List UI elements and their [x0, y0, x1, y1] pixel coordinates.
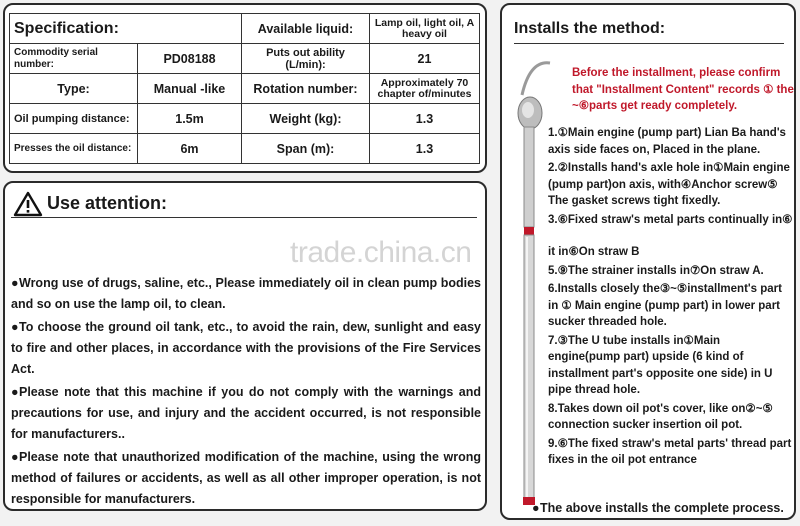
span-value: 1.3	[370, 134, 480, 164]
install-divider	[514, 43, 784, 44]
footer-bullet: ●	[532, 501, 540, 515]
type-label: Type:	[10, 74, 138, 104]
weight-value: 1.3	[370, 104, 480, 134]
specification-panel	[3, 3, 487, 173]
install-intro: Before the installment, please confirm that "Installment Content" records ① the ~⑥parts get ready completely.	[572, 67, 794, 112]
install-panel	[500, 3, 796, 520]
output-value: 21	[370, 44, 480, 74]
rotation-label: Rotation number:	[242, 74, 370, 104]
attention-item: ●Please note that this machine if you do not comply with the warnings and precautions for use, and injury and the accident occurred, is not responsible for manufacturers..	[11, 385, 481, 441]
install-step: 8.Takes down oil pot's cover, like on②~⑤ connection sucker insertion oil pot.	[548, 402, 773, 431]
install-step: 3.⑥Fixed straw's metal parts continually in⑥	[548, 213, 793, 226]
watermark: trade.china.cn	[290, 236, 472, 269]
attention-list	[11, 273, 481, 512]
install-step: it in⑥On straw B	[548, 246, 640, 258]
attention-header	[11, 191, 477, 218]
serial-number-value: PD08188	[138, 44, 242, 74]
warning-icon	[13, 191, 43, 222]
install-footer: ●The above installs the complete process.	[532, 501, 784, 515]
install-step: 9.⑥The fixed straw's metal parts' thread part fixes in the oil pot entrance	[548, 437, 792, 466]
available-liquid-value: Lamp oil, light oil, A heavy oil	[370, 14, 480, 44]
attention-panel	[3, 181, 487, 511]
attention-item: ●To choose the ground oil tank, etc., to avoid the rain, dew, sunlight and easy to fire and other places, in accordance with the provisions of the Fire Services Act.	[11, 320, 481, 376]
output-label: Puts out ability (L/min):	[242, 44, 370, 74]
rotation-value: Approximately 70 chapter of/minutes	[370, 74, 480, 104]
pumping-distance-value: 1.5m	[138, 104, 242, 134]
install-title: Installs the method:	[514, 20, 666, 37]
install-step: 6.Installs closely the③~⑤installment's part in ① Main engine (pump part) in lower part sucker threaded hole.	[548, 283, 782, 328]
install-steps	[548, 125, 793, 471]
install-step: 7.③The U tube installs in①Main engine(pump part) upside (6 kind of installment part's opposite one side) in U pipe thread hole.	[548, 334, 773, 396]
specification-table	[9, 13, 480, 164]
attention-item: ●Please note that unauthorized modification of the machine, using the wrong method of failures or accidents, as well as all other improper operation, is not responsible for manufacturers.	[11, 450, 481, 506]
install-step: 1.①Main engine (pump part) Lian Ba hand's axis side faces on, Placed in the plane.	[548, 127, 786, 156]
type-value: Manual -like	[138, 74, 242, 104]
available-liquid-label: Available liquid:	[242, 14, 370, 44]
specification-title: Specification:	[10, 14, 242, 44]
span-label: Span (m):	[242, 134, 370, 164]
attention-item: ●Wrong use of drugs, saline, etc., Please immediately oil in clean pump bodies and so on use the lamp oil, to clean.	[11, 276, 481, 311]
press-distance-value: 6m	[138, 134, 242, 164]
attention-title: Use attention:	[47, 193, 168, 213]
serial-number-label: Commodity serial number:	[10, 44, 138, 74]
pumping-distance-label: Oil pumping distance:	[10, 104, 138, 134]
weight-label: Weight (kg):	[242, 104, 370, 134]
press-distance-label: Presses the oil distance:	[10, 134, 138, 164]
install-step: 5.⑨The strainer installs in⑦On straw A.	[548, 264, 764, 277]
install-step: 2.②Installs hand's axle hole in①Main engine (pump part)on axis, with④Anchor screw⑤ The gasket screws tight fixedly.	[548, 162, 790, 207]
